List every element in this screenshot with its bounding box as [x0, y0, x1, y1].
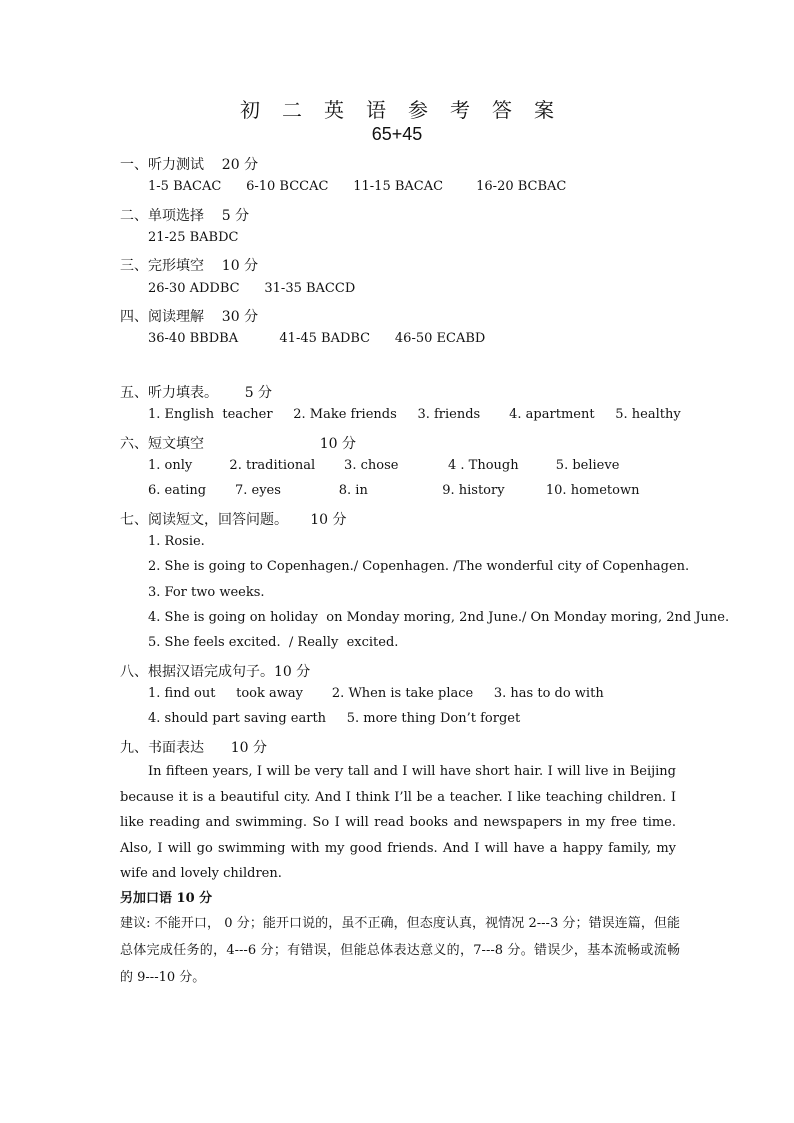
page-title: 初二英语参考答案 [240, 98, 576, 122]
section-heading: 九、书面表达 10 分 [120, 740, 267, 756]
answer-line: 36-40 BBDBA 41-45 BADBC 46-50 ECABD [148, 331, 486, 346]
answer-line: 4. She is going on holiday on Monday moring, 2nd June./ On Monday moring, 2nd June. [148, 610, 730, 625]
oral-bonus-criteria: 建议: 不能开口， 0 分；能开口说的，虽不正确，但态度认真，视情况 2---3 分；错误连篇，但能总体完成任务的，4---6 分；有错误，但能总体表达意义的，7---8 分。错误少，基本流畅或流畅的 9---10 分。 [120, 916, 680, 985]
answer-line: 1. English teacher 2. Make friends 3. friends 4. apartment 5. healthy [148, 407, 681, 422]
answer-line: 21-25 BABDC [148, 230, 239, 245]
section-heading: 八、根据汉语完成句子。10 分 [120, 664, 311, 680]
section-heading: 四、阅读理解 30 分 [120, 309, 259, 325]
section-heading: 一、听力测试 20 分 [120, 157, 259, 173]
answer-line: 26-30 ADDBC 31-35 BACCD [148, 281, 356, 296]
answer-line: 6. eating 7. eyes 8. in 9. history 10. hometown [148, 483, 640, 498]
section-heading: 三、完形填空 10 分 [120, 258, 259, 274]
oral-bonus-title: 另加口语 10 分 [120, 891, 213, 906]
answer-line: 1-5 BACAC 6-10 BCCAC 11-15 BACAC 16-20 BCBAC [148, 179, 567, 194]
answer-line: 4. should part saving earth 5. more thing Don’t forget [148, 711, 521, 726]
model-essay: In fifteen years, I will be very tall and I will have short hair. I will live in Beijing because it is a beautiful city. And I think I’ll be a teacher. I like teaching children. I like reading and swimming. So I will read books and newspapers in my free time. Also, I will go swimming with my good friends. And I will have a happy family, my wife and lovely children. [120, 764, 676, 881]
section-heading: 六、短文填空 10 分 [120, 436, 356, 452]
section-heading: 二、单项选择 5 分 [120, 208, 250, 224]
answer-line: 2. She is going to Copenhagen./ Copenhagen. /The wonderful city of Copenhagen. [148, 559, 690, 574]
answer-line: 1. find out took away 2. When is take place 3. has to do with [148, 686, 604, 701]
answer-line: 1. Rosie. [148, 534, 205, 549]
section-heading: 五、听力填表。 5 分 [120, 385, 273, 401]
answer-line: 5. She feels excited. / Really excited. [148, 635, 399, 650]
page-subtitle: 65+45 [371, 124, 423, 144]
section-heading: 七、阅读短文，回答问题。 10 分 [120, 512, 347, 528]
answer-line: 1. only 2. traditional 3. chose 4 . Though 5. believe [148, 458, 620, 473]
answer-line: 3. For two weeks. [148, 585, 265, 600]
